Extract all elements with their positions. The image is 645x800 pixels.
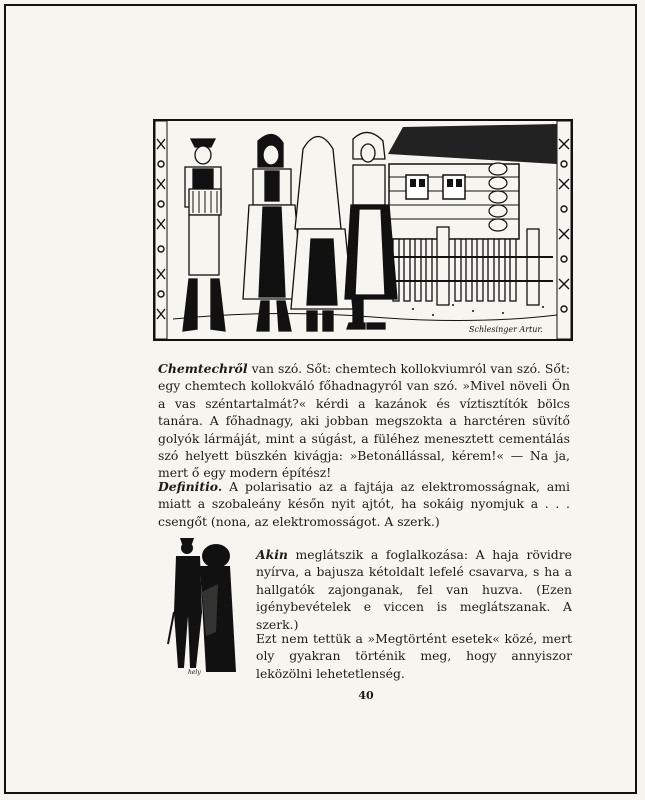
silhouette-illustration xyxy=(166,532,246,676)
book-page xyxy=(4,4,637,794)
silhouette-signature: hely xyxy=(188,669,201,676)
folk-illustration xyxy=(153,119,573,341)
paragraph-definitio xyxy=(158,478,570,530)
paragraph-text: van szó. Sőt: chemtech kollokviumról van szó. Sőt: egy chemtech kollokváló főhadnagyról van szó. »Mivel növeli Ön a vas széntartalmát?« kérdi a kazánok és víztisztítók bölcs tanára. A főhadnagy, aki jobban megszokta a harctéren süvítő golyók lármáját, mint a súgást, a füléhez menesztett cementálás szó helyett büszkén kivágja: »Betonállással, kérem!« — Na ja, mert ő egy modern építész! xyxy=(158,361,570,481)
page-number: 40 xyxy=(358,689,374,702)
illustration-signature: Schlesinger Artur. xyxy=(469,325,543,334)
paragraph-lead: Chemtechről xyxy=(158,361,248,376)
paragraph-akin xyxy=(256,546,572,633)
paragraph-lead: Definitio. xyxy=(158,479,223,494)
paragraph-text: meglátszik a foglalkozása: A haja rövidre nyírva, a bajusza kétoldalt lefelé csavarva, s ha a hallgatók zajonganak, fel van huzva. (Ezen igénybevételek e viccen is meglátszanak. A szerk.) xyxy=(256,547,572,632)
paragraph-text: Ezt nem tettük a »Megtörtént esetek« közé, mert oly gyakran történik meg, hogy annyiszor leközölni lehetetlenség. xyxy=(256,631,572,681)
paragraph-chemtech xyxy=(158,360,570,482)
paragraph-closing xyxy=(256,630,572,682)
paragraph-lead: Akin xyxy=(256,547,288,562)
paragraph-text: A polarisatio az a fajtája az elektromosságnak, ami miatt a szobaleány későn nyit ajtót, ha sokáig nyomjuk a . . . csengőt (nona, az elektromosságot. A szerk.) xyxy=(158,479,570,529)
